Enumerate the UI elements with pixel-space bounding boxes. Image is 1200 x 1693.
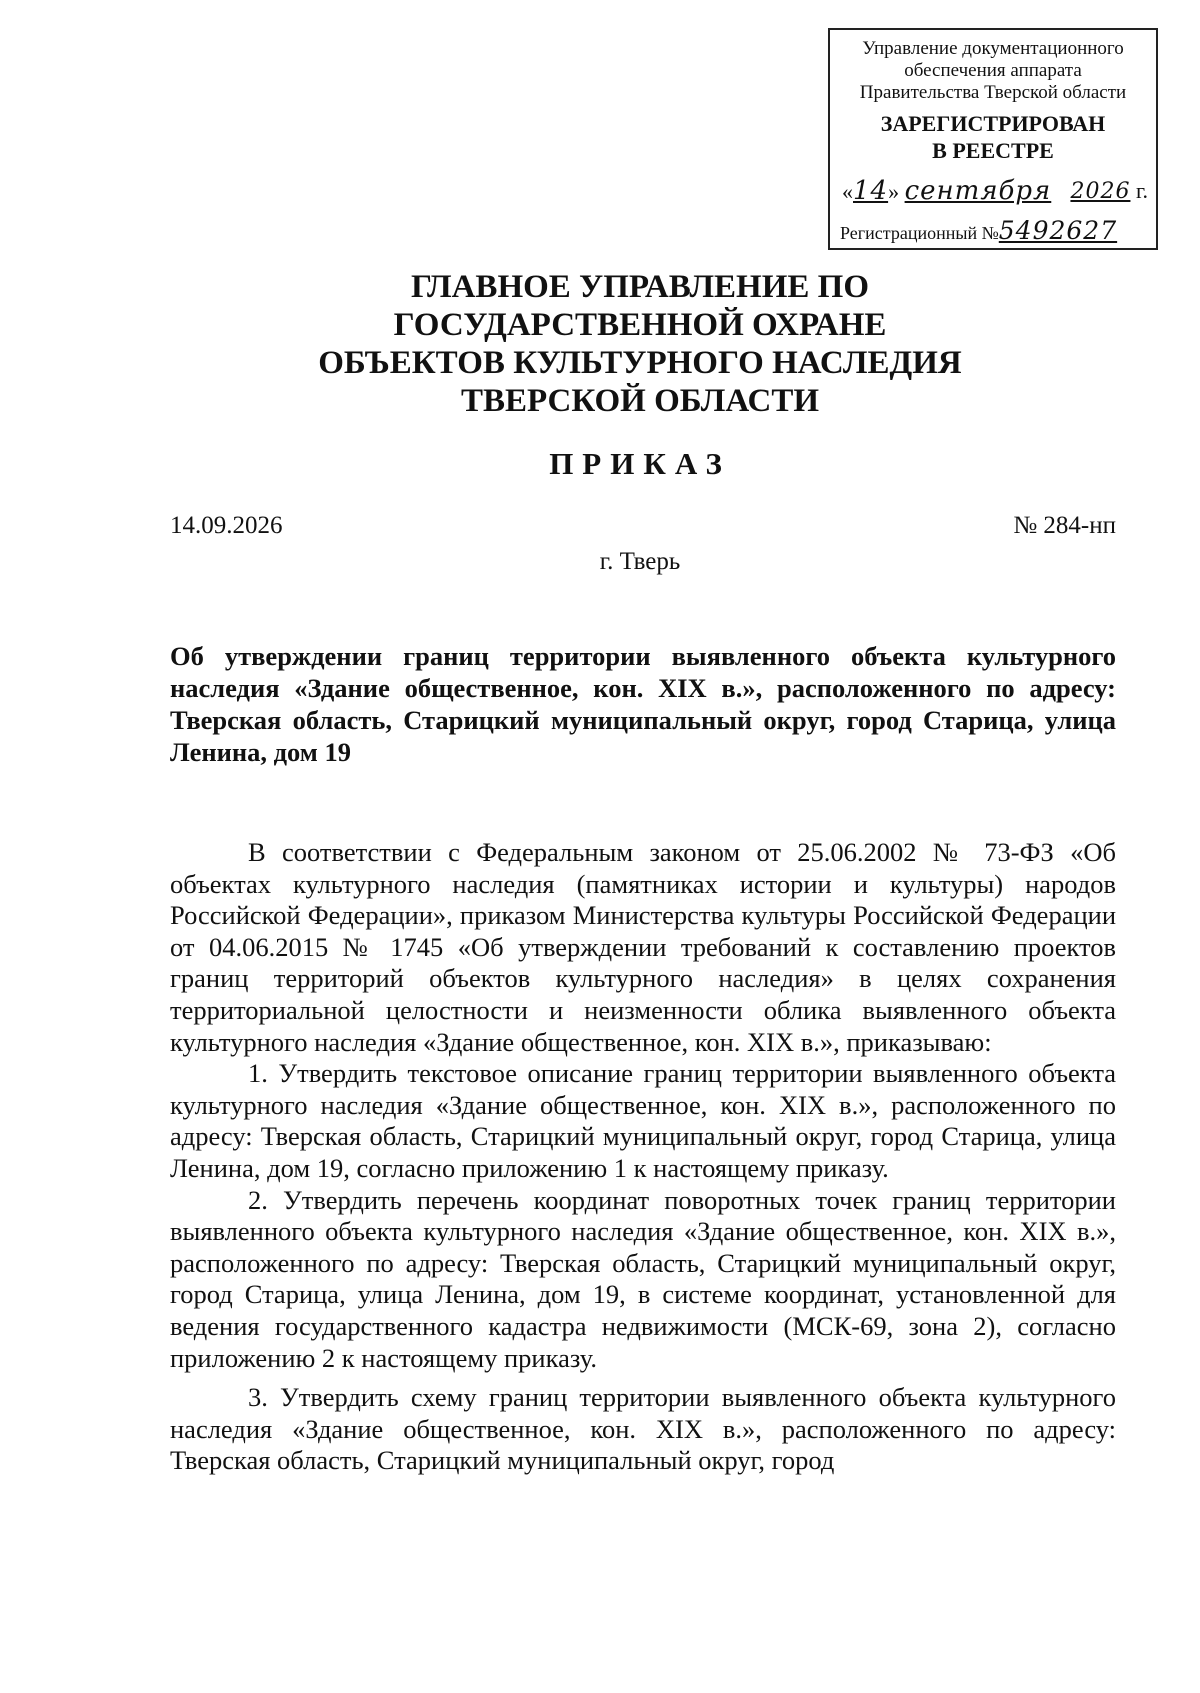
body-preamble: В соответствии с Федеральным законом от 25.06.2002 № 73-ФЗ «Об объектах культурного наследия (памятниках истории и культуры) народов Российской Федерации», приказом Министерства культуры Российской Федерации от 04.06.2015 № 1745 «Об утверждении требований к составлению проектов границ территорий объектов культурного наследия» в целях сохранения территориальной целостности и неизменности облика выявленного объекта культурного наследия «Здание общественное, кон. XIX в.», приказываю: [170,837,1116,1057]
document-date: 14.09.2026 [170,512,283,539]
registration-stamp [828,28,1158,250]
stamp-dept-line-1: Управление документационного [862,38,1124,59]
document-city: г. Тверь [599,548,681,575]
stamp-dept-line-3: Правительства Тверской области [859,82,1127,103]
stamp-number-line [840,216,1148,245]
stamp-reg-year: 2026 [1070,179,1131,204]
org-line-1: ГЛАВНОЕ УПРАВЛЕНИЕ ПО [411,269,869,305]
body-item-1: 1. Утвердить текстовое описание границ территории выявленного объекта культурного наследия «Здание общественное, кон. XIX в.», расположенного по адресу: Тверская область, Старицкий муниципальный округ, город Старица, улица Ленина, дом 19, согласно приложению 1 к настоящему приказу. [170,1058,1116,1183]
body-item-2: 2. Утвердить перечень координат поворотных точек границ территории выявленного объекта культурного наследия «Здание общественное, кон. XIX в.», расположенного по адресу: Тверская область, Старицкий муниципальный округ, город Старица, улица Ленина, дом 19, в системе координат, установленной для ведения государственного кадастра недвижимости (МСК-69, зона 2), согласно приложению 2 к настоящему приказу. [170,1184,1116,1373]
stamp-registered-line-2: В РЕЕСТРЕ [932,138,1054,163]
document-number: № 284-нп [1013,512,1116,539]
org-line-2: ГОСУДАРСТВЕННОЙ ОХРАНЕ [393,307,887,343]
organization-title [240,268,1040,420]
body-item-3: 3. Утвердить схему границ территории выявленного объекта культурного наследия «Здание общественное, кон. XIX в.», расположенного по адресу: Тверская область, Старицкий муниципальный округ, город [170,1382,1116,1476]
stamp-year-suffix: г. [1135,178,1148,203]
stamp-dept-line-2: обеспечения аппарата [904,60,1082,81]
document-body [170,837,1116,1477]
document-subject: Об утверждении границ территории выявленного объекта культурного наследия «Здание общественное, кон. XIX в.», расположенного по адресу: Тверская область, Старицкий муниципальный округ, город Старица, улица Ленина, дом 19 [170,641,1116,767]
stamp-date-line: «14» сентября 2026 г. [842,176,1148,206]
stamp-reg-day: 14 [853,176,889,206]
stamp-reg-number-label: Регистрационный № [840,223,999,243]
document-type: ПРИКАЗ [549,446,731,481]
org-line-4: ТВЕРСКОЙ ОБЛАСТИ [460,383,820,419]
stamp-reg-number: 5492627 [998,216,1118,245]
stamp-reg-month: сентября [904,176,1052,206]
org-line-3: ОБЪЕКТОВ КУЛЬТУРНОГО НАСЛЕДИЯ [318,345,962,381]
stamp-registered-line-1: ЗАРЕГИСТРИРОВАН [880,111,1106,136]
